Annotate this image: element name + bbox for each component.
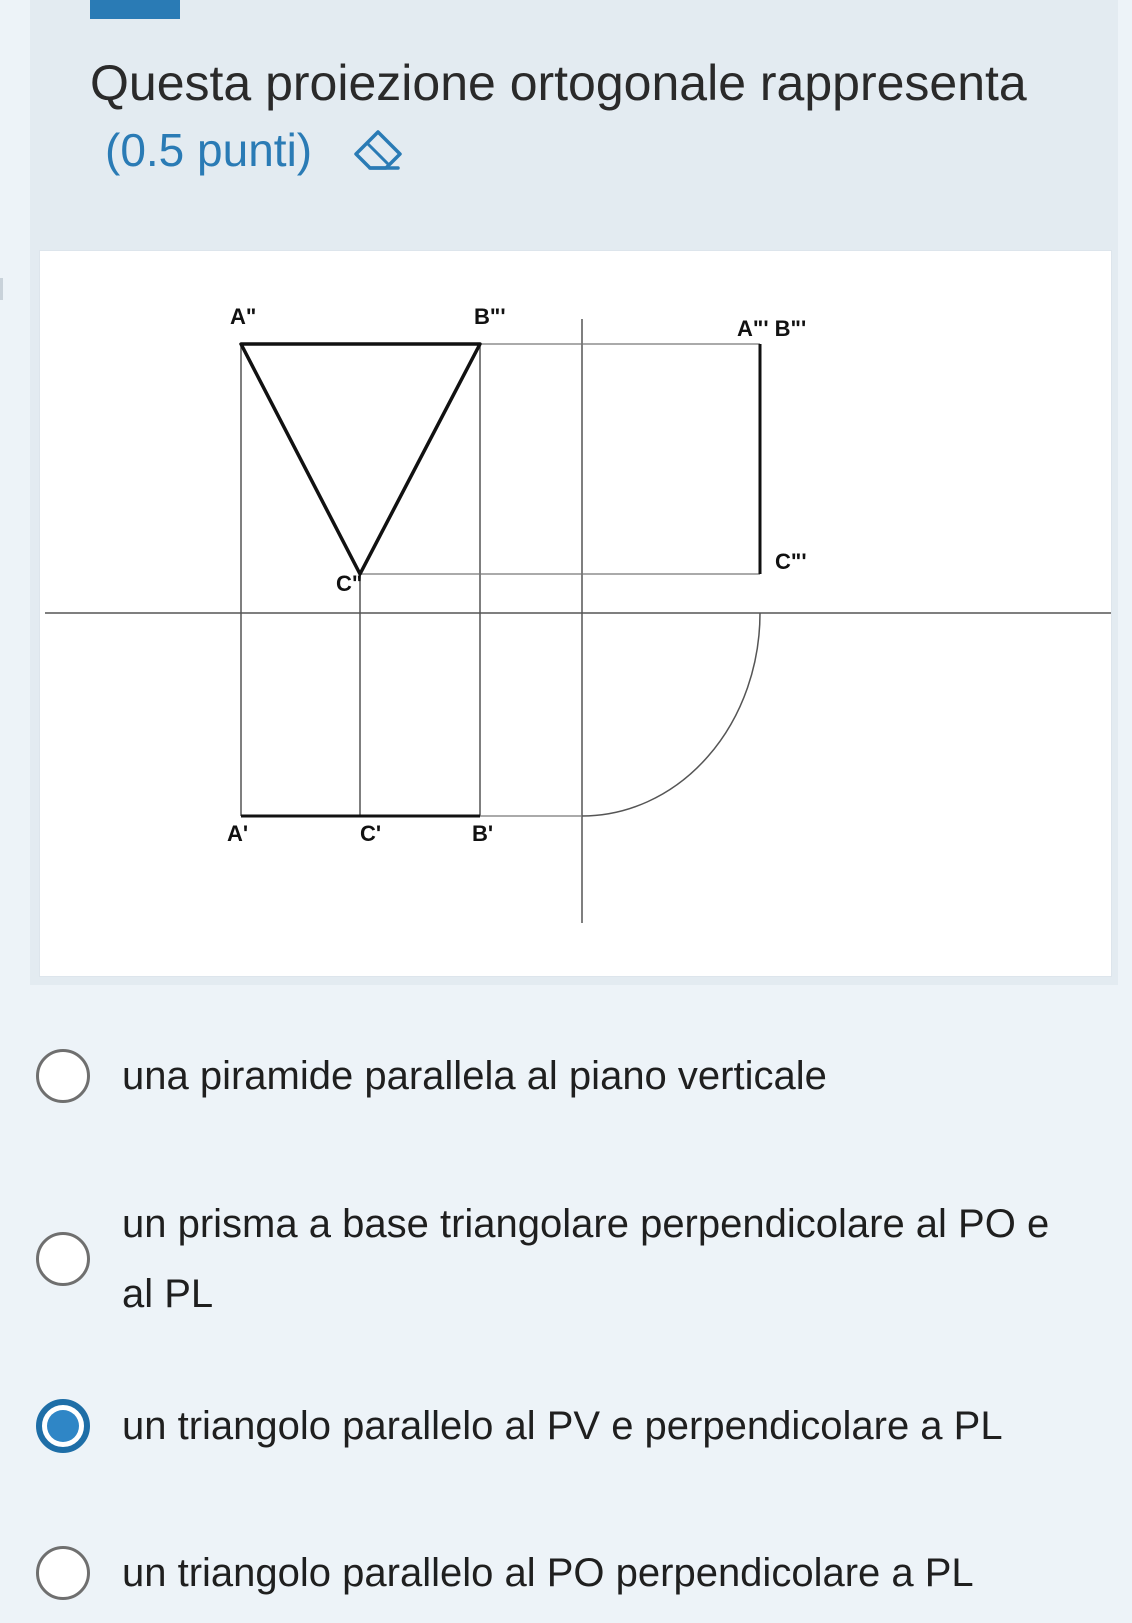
label-c3: C"' xyxy=(775,549,807,574)
option-label: una piramide parallela al piano verticale xyxy=(122,1054,827,1098)
projection-drawing xyxy=(40,251,1111,976)
option-3[interactable] xyxy=(36,1391,1116,1461)
option-label: un triangolo parallelo al PO perpendicolare a PL xyxy=(122,1551,974,1595)
projection-figure xyxy=(39,250,1112,977)
rotation-arc xyxy=(582,613,760,816)
label-b2: B"' xyxy=(474,304,506,329)
option-2[interactable] xyxy=(36,1189,1116,1329)
option-label: un prisma a base triangolare perpendicolare al PO e al PL xyxy=(122,1202,1050,1316)
option-1[interactable] xyxy=(36,1041,1116,1111)
radio-button-selected[interactable] xyxy=(36,1399,90,1453)
eraser-icon[interactable] xyxy=(348,120,408,180)
label-a1: A' xyxy=(227,821,249,846)
label-c2: C" xyxy=(336,571,363,596)
label-b1: B' xyxy=(472,821,494,846)
option-label: un triangolo parallelo al PV e perpendicolare a PL xyxy=(122,1404,1003,1448)
label-c1: C' xyxy=(360,821,382,846)
radio-button[interactable] xyxy=(36,1232,90,1286)
radio-button[interactable] xyxy=(36,1546,90,1600)
question-title: Questa proiezione ortogonale rappresenta xyxy=(90,55,1027,111)
edge-marker xyxy=(0,278,3,300)
radio-button[interactable] xyxy=(36,1049,90,1103)
option-4[interactable] xyxy=(36,1538,1116,1608)
front-view-triangle xyxy=(241,344,480,574)
label-a2: A" xyxy=(230,304,257,329)
label-a3b3: A"' B"' xyxy=(737,316,807,341)
points-label: (0.5 punti) xyxy=(105,124,313,176)
accent-bar xyxy=(90,0,180,19)
points-row xyxy=(105,120,408,180)
